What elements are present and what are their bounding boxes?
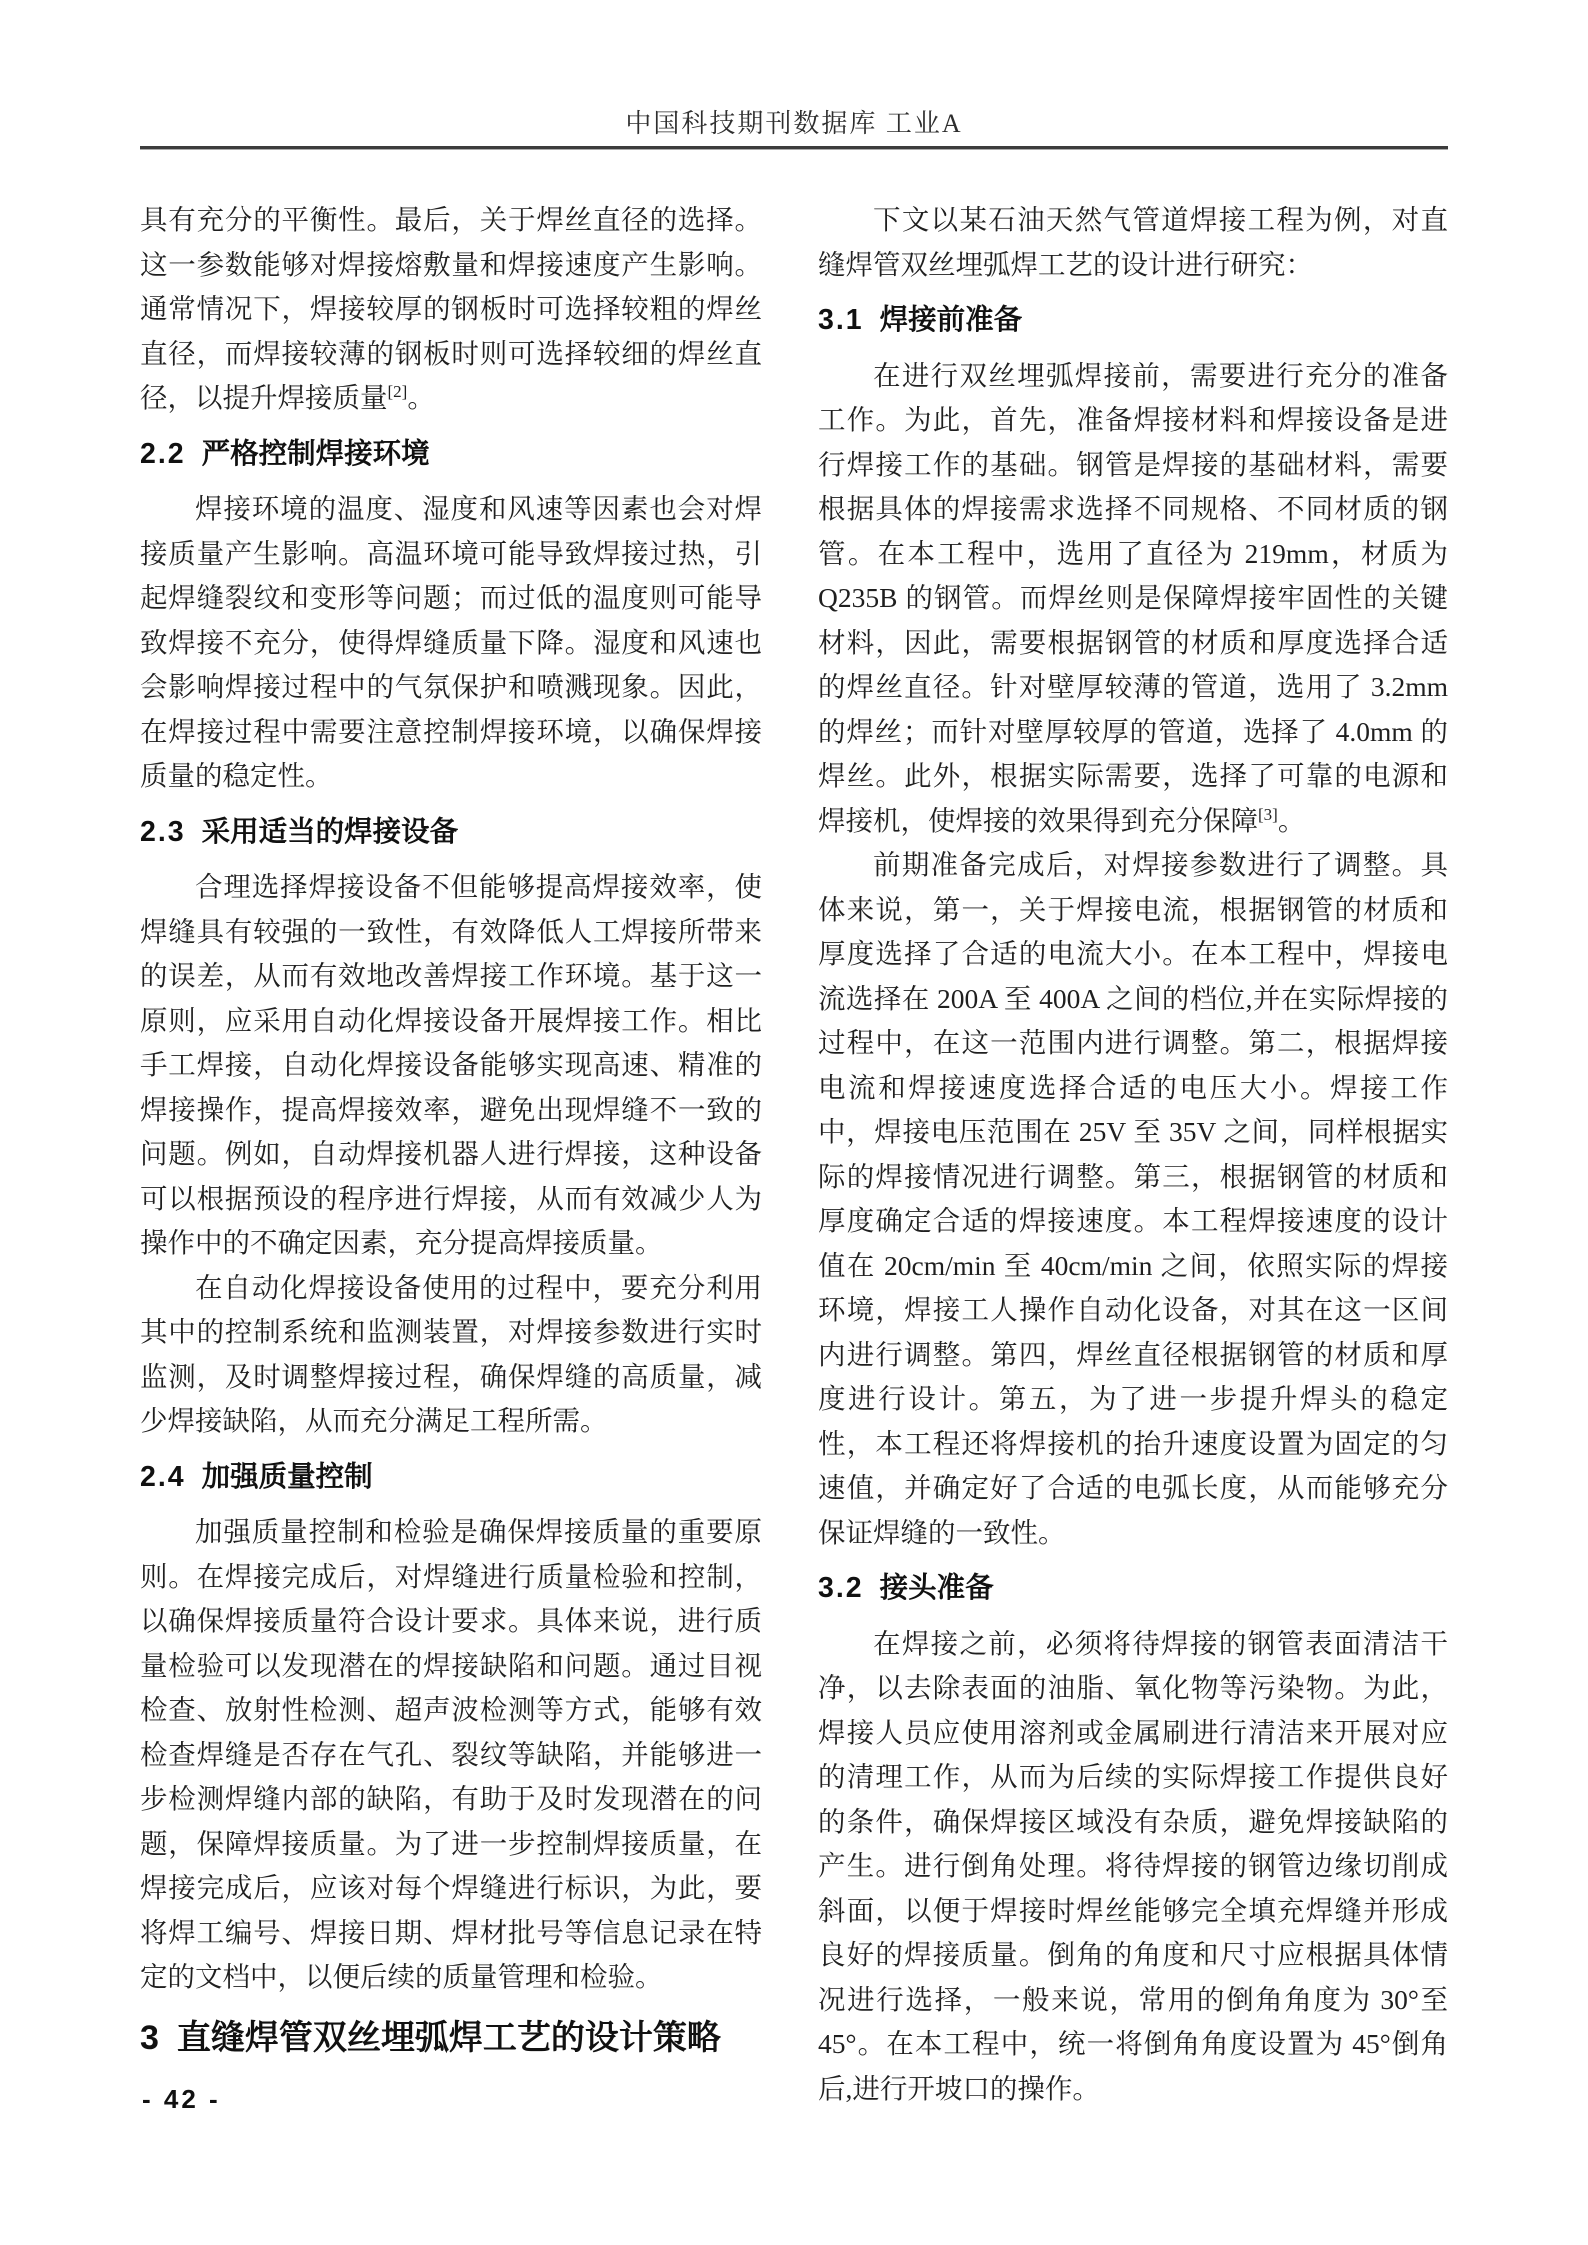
paragraph-text: 具有充分的平衡性。最后，关于焊丝直径的选择。这一参数能够对焊接熔敷量和焊接速度产生影响。通常情况下，焊接较厚的钢板时可选择较粗的焊丝直径，而焊接较薄的钢板时则可选择较细的焊丝直径，以提升焊接质量 <box>140 204 762 413</box>
section-number: 3.2 <box>818 1572 864 1604</box>
chapter-heading-3 <box>140 2013 762 2063</box>
left-column <box>140 198 762 2063</box>
paragraph-joint-preparation: 在焊接之前，必须将待焊接的钢管表面清洁干净，以去除表面的油脂、氧化物等污染物。为此，焊接人员应使用溶剂或金属刷进行清洁来开展对应的清理工作，从而为后续的实际焊接工作提供良好的条件，确保焊接区域没有杂质，避免焊接缺陷的产生。进行倒角处理。将待焊接的钢管边缘切削成斜面，以便于焊接时焊丝能够完全填充焊缝并形成良好的焊接质量。倒角的角度和尺寸应根据具体情况进行选择，一般来说，常用的倒角角度为 30°至 45°。在本工程中，统一将倒角角度设置为 45°倒角后,进行开坡口的操作。 <box>818 1627 1448 2104</box>
reference-marker-3: [3] <box>1258 804 1278 824</box>
section-heading-2-4 <box>140 1455 762 1500</box>
page-number: - 42 - <box>142 2084 221 2114</box>
section-title: 焊接前准备 <box>879 304 1023 336</box>
paragraph-quality-control: 加强质量控制和检验是确保焊接质量的重要原则。在焊接完成后，对焊缝进行质量检验和控制，以确保焊接质量符合设计要求。具体来说，进行质量检验可以发现潜在的焊接缺陷和问题。通过目视检查、放射性检测、超声波检测等方式，能够有效检查焊缝是否存在气孔、裂纹等缺陷，并能够进一步检测焊缝内部的缺陷，有助于及时发现潜在的问题，保障焊接质量。为了进一步控制焊接质量，在焊接完成后，应该对每个焊缝进行标识，为此，要将焊工编号、焊接日期、焊材批号等信息记录在特定的文档中，以便后续的质量管理和检验。 <box>140 1516 762 1992</box>
paragraph-case-intro: 下文以某石油天然气管道焊接工程为例，对直缝焊管双丝埋弧焊工艺的设计进行研究： <box>818 204 1448 280</box>
header-divider-line <box>140 146 1448 150</box>
paragraph-preparation-materials <box>818 354 1448 844</box>
paragraph-welding-environment: 焊接环境的温度、湿度和风速等因素也会对焊接质量产生影响。高温环境可能导致焊接过热，引起焊缝裂纹和变形等问题；而过低的温度则可能导致焊接不充分，使得焊缝质量下降。湿度和风速也会影响焊接过程中的气氛保护和喷溅现象。因此，在焊接过程中需要注意控制焊接环境，以确保焊接质量的稳定性。 <box>140 493 762 791</box>
section-heading-2-2 <box>140 432 762 477</box>
section-number: 3.1 <box>818 304 864 336</box>
paragraph-text: 在进行双丝埋弧焊接前，需要进行充分的准备工作。为此，首先，准备焊接材料和焊接设备是进行焊接工作的基础。钢管是焊接的基础材料，需要根据具体的焊接需求选择不同规格、不同材质的钢管。在本工程中，选用了直径为 219mm，材质为 Q235B 的钢管。而焊丝则是保障焊接牢固性的关键材料，因此，需要根据钢管的材质和厚度选择合适的焊丝直径。针对壁厚较薄的管道，选用了 3.2mm 的焊丝；而针对壁厚较厚的管道，选择了 4.0mm 的焊丝。此外，根据实际需要，选择了可靠的电源和焊接机，使焊接的效果得到充分保障 <box>818 359 1448 836</box>
paragraph-equipment-monitoring: 在自动化焊接设备使用的过程中，要充分利用其中的控制系统和监测装置，对焊接参数进行实时监测，及时调整焊接过程，确保焊缝的高质量，减少焊接缺陷，从而充分满足工程所需。 <box>140 1271 762 1436</box>
section-number: 2.2 <box>140 437 186 470</box>
paragraph-text: 。 <box>1277 804 1306 836</box>
section-number: 2.3 <box>140 815 186 848</box>
section-title: 接头准备 <box>879 1572 994 1604</box>
paragraph-equipment-selection: 合理选择焊接设备不但能够提高焊接效率，使焊缝具有较强的一致性，有效降低人工焊接所带来的误差，从而有效地改善焊接工作环境。基于这一原则，应采用自动化焊接设备开展焊接工作。相比手工焊接，自动化焊接设备能够实现高速、精准的焊接操作，提高焊接效率，避免出现焊缝不一致的问题。例如，自动焊接机器人进行焊接，这种设备可以根据预设的程序进行焊接，从而有效减少人为操作中的不确定因素，充分提高焊接质量。 <box>140 871 762 1258</box>
section-heading-3-1 <box>818 298 1448 343</box>
section-heading-3-2 <box>818 1566 1448 1611</box>
paragraph-wire-diameter <box>140 198 762 421</box>
right-column <box>818 198 1448 2111</box>
paragraph-text: 。 <box>407 382 435 413</box>
section-title: 严格控制焊接环境 <box>201 437 430 470</box>
reference-marker-2: [2] <box>387 381 408 401</box>
section-heading-2-3 <box>140 810 762 855</box>
chapter-number: 3 <box>140 2018 159 2057</box>
journal-header: 中国科技期刊数据库 工业A <box>625 109 963 138</box>
paragraph-parameter-adjustment: 前期准备完成后，对焊接参数进行了调整。具体来说，第一，关于焊接电流，根据钢管的材质和厚度选择了合适的电流大小。在本工程中，焊接电流选择在 200A 至 400A 之间的档位,并在实际焊接的过程中，在这一范围内进行调整。第二，根据焊接电流和焊接速度选择合适的电压大小。焊接工作中，焊接电压范围在 25V 至 35V 之间，同样根据实际的焊接情况进行调整。第三，根据钢管的材质和厚度确定合适的焊接速度。本工程焊接速度的设计值在 20cm/min 至 40cm/min 之间，依照实际的焊接环境，焊接工人操作自动化设备，对其在这一区间内进行调整。第四，焊丝直径根据钢管的材质和厚度进行设计。第五，为了进一步提升焊头的稳定性，本工程还将焊接机的抬升速度设置为固定的匀速值，并确定好了合适的电弧长度，从而能够充分保证焊缝的一致性。 <box>818 849 1448 1548</box>
section-title: 采用适当的焊接设备 <box>201 815 459 848</box>
section-title: 加强质量控制 <box>201 1460 373 1493</box>
section-number: 2.4 <box>140 1460 186 1493</box>
chapter-title: 直缝焊管双丝埋弧焊工艺的设计策略 <box>176 2018 721 2057</box>
